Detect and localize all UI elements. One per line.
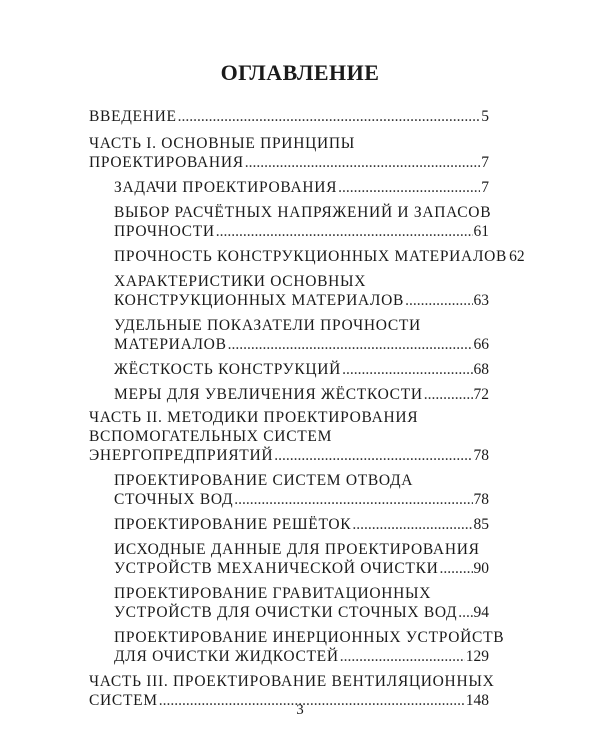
toc-entry-title-line: ДЛЯ ОЧИСТКИ ЖИДКОСТЕЙ [114,648,339,665]
toc-entry[interactable] [114,247,525,266]
toc-page-number: 62 [509,248,525,265]
toc-entry[interactable] [114,515,489,534]
toc-entry-row [114,385,489,404]
toc-entry[interactable] [114,385,489,404]
toc-page-number: 68 [473,361,489,378]
toc-entry-title-line: СТОЧНЫХ ВОД [114,491,234,508]
dot-leader [274,446,472,465]
toc-entry-title-line: МЕРЫ ДЛЯ УВЕЛИЧЕНИЯ ЖЁСТКОСТИ [114,386,423,403]
toc-page-number: 63 [473,292,489,309]
dot-leader [342,360,472,379]
toc-entry[interactable] [89,408,489,465]
toc-entry-title-line: ПРОЕКТИРОВАНИЕ СИСТЕМ ОТВОДА [114,472,414,489]
toc-entry-row [114,490,489,509]
toc-page-number: 78 [473,447,489,464]
toc-entry-title-line: ЧАСТЬ III. ПРОЕКТИРОВАНИЕ ВЕНТИЛЯЦИОННЫХ [89,673,495,690]
toc-entry-row [114,291,489,310]
toc-entry[interactable] [114,471,489,509]
toc-entry[interactable] [114,360,489,379]
toc-entry-title-line: ВВЕДЕНИЕ [89,108,177,125]
toc-entry[interactable] [114,628,505,666]
toc-entry-title-line: ПРОЧНОСТЬ КОНСТРУКЦИОННЫХ МАТЕРИАЛОВ [114,248,508,265]
toc-entry[interactable] [114,316,489,354]
toc-entry-row [114,178,489,197]
toc-page-number: 129 [465,648,489,665]
toc-entry-title-line: ЧАСТЬ II. МЕТОДИКИ ПРОЕКТИРОВАНИЯ [89,409,419,426]
toc-entry[interactable] [114,178,489,197]
dot-leader [228,335,473,354]
toc-entry-title-line: КОНСТРУКЦИОННЫХ МАТЕРИАЛОВ [114,292,405,309]
toc-entry-title-line: ИСХОДНЫЕ ДАННЫЕ ДЛЯ ПРОЕКТИРОВАНИЯ [114,541,480,558]
toc-entry-row [114,559,489,578]
toc-entry[interactable] [89,134,489,172]
toc-entry[interactable] [114,584,489,622]
toc-entry-title-line: УДЕЛЬНЫЕ ПОКАЗАТЕЛИ ПРОЧНОСТИ [114,317,421,334]
toc-entry-title-line: УСТРОЙСТВ МЕХАНИЧЕСКОЙ ОЧИСТКИ [114,560,439,577]
toc-entry-title-line: СИСТЕМ [89,692,158,709]
page-number: 3 [296,702,304,718]
toc-entry[interactable] [114,540,489,578]
toc-entry[interactable] [114,272,489,310]
toc-page-number: 61 [473,223,489,240]
toc-entry-row [89,153,489,172]
dot-leader [245,153,481,172]
toc-entry-title-line: МАТЕРИАЛОВ [114,336,227,353]
toc-entry-row [89,107,489,126]
toc-entry-row [114,603,489,622]
toc-entry-row [114,247,525,266]
dot-leader [440,559,473,578]
toc-page-number: 7 [481,154,489,171]
dot-leader [352,515,472,534]
toc-page-number: 94 [473,604,489,621]
dot-leader [178,107,481,126]
dot-leader [234,490,472,509]
toc-entry-title-line: ПРОЕКТИРОВАНИЯ [89,154,244,171]
toc-page-number: 90 [473,560,489,577]
toc-entry-row [114,515,489,534]
dot-leader [424,385,473,404]
dot-leader [405,291,472,310]
toc-page-number: 148 [465,692,489,709]
toc-entry[interactable] [114,203,492,241]
toc-entry-title-line: ЗАДАЧИ ПРОЕКТИРОВАНИЯ [114,179,338,196]
toc-entry-title-line: ЧАСТЬ I. ОСНОВНЫЕ ПРИНЦИПЫ [89,135,355,152]
toc-entry-title-line: УСТРОЙСТВ ДЛЯ ОЧИСТКИ СТОЧНЫХ ВОД [114,604,458,621]
toc-page-number: 5 [481,108,489,125]
dot-leader [338,178,480,197]
toc-entry-row [114,222,489,241]
toc-page-number: 7 [481,179,489,196]
toc-entry-title-line: ПРОЕКТИРОВАНИЕ РЕШЁТОК [114,516,352,533]
toc-entry-title-line: ХАРАКТЕРИСТИКИ ОСНОВНЫХ [114,273,367,290]
toc-entry-title-line: ПРОЕКТИРОВАНИЕ ИНЕРЦИОННЫХ УСТРОЙСТВ [114,629,505,646]
page-title: ОГЛАВЛЕНИЕ [220,60,380,85]
table-of-contents [89,101,525,710]
toc-entry-title-line: ПРОЕКТИРОВАНИЕ ГРАВИТАЦИОННЫХ [114,585,432,602]
toc-page-number: 85 [473,516,489,533]
dot-leader [340,647,465,666]
toc-entry-row [114,335,489,354]
toc-entry-title-line: ПРОЧНОСТИ [114,223,215,240]
toc-entry-title-line: ВЫБОР РАСЧЁТНЫХ НАПРЯЖЕНИЙ И ЗАПАСОВ [114,204,492,221]
toc-page-number: 78 [473,491,489,508]
toc-entry-row [89,446,489,465]
dot-leader [458,603,472,622]
toc-entry[interactable] [89,107,489,126]
toc-entry-row [114,647,489,666]
toc-page-number: 72 [473,386,489,403]
dot-leader [216,222,473,241]
toc-entry-title-line: ВСПОМОГАТЕЛЬНЫХ СИСТЕМ [89,428,333,445]
toc-entry-title-line: ЭНЕРГОПРЕДПРИЯТИЙ [89,447,274,464]
toc-entry-row [114,360,489,379]
toc-entry-title-line: ЖЁСТКОСТЬ КОНСТРУКЦИЙ [114,361,342,378]
toc-page-number: 66 [473,336,489,353]
